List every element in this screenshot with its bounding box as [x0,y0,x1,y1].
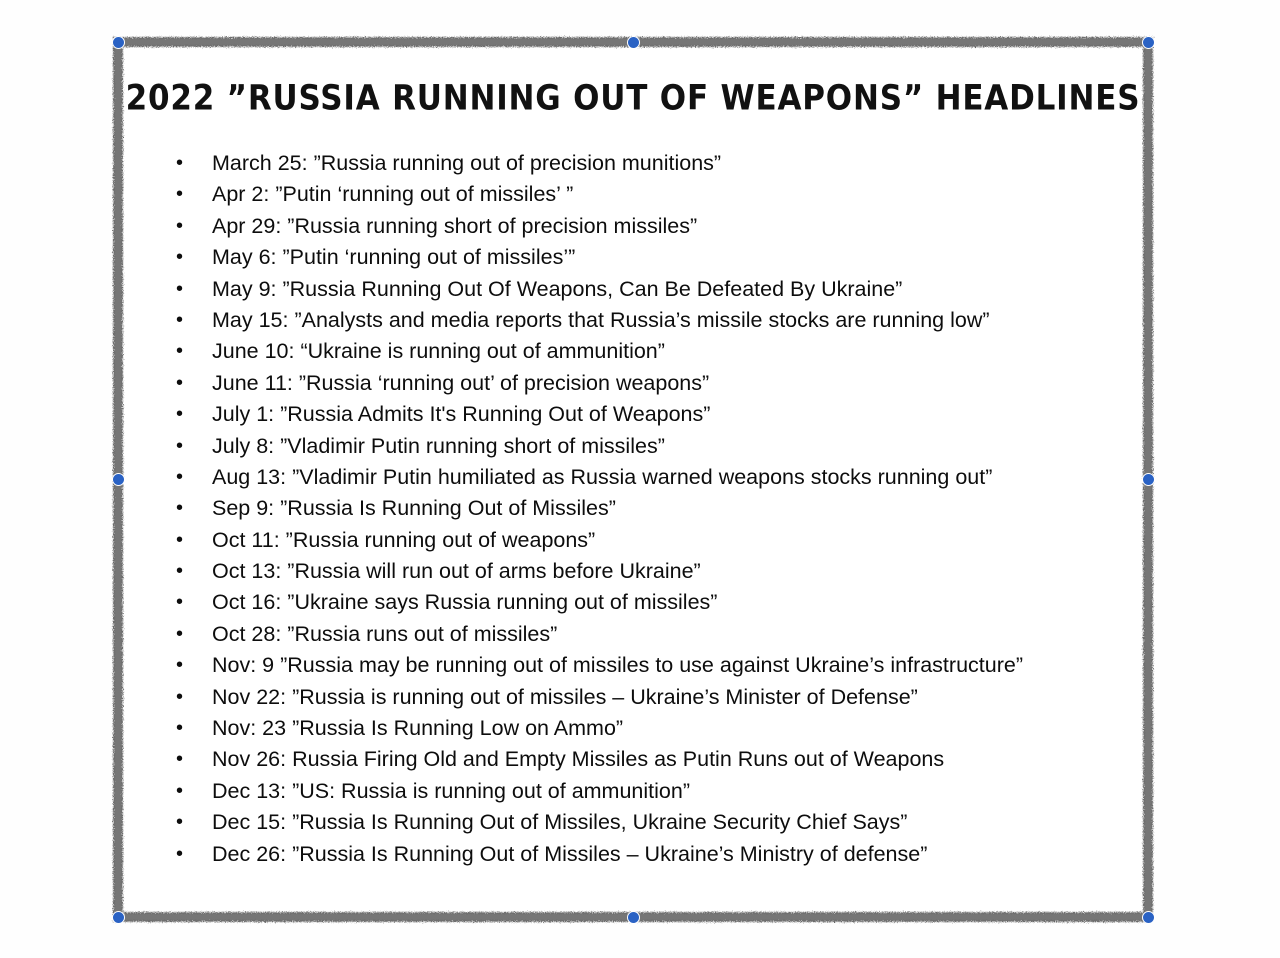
headline-list [162,148,1140,870]
list-item [162,650,1140,681]
bullet-icon: • [176,622,184,645]
headline-text: July 1: ”Russia Admits It's Running Out of Weapons” [212,402,711,427]
list-item [162,399,1140,430]
bullet-icon: • [176,371,184,394]
bullet-icon: • [176,591,184,614]
list-item [162,525,1140,556]
headline-text: Aug 13: ”Vladimir Putin humiliated as Russia warned weapons stocks running out” [212,464,993,489]
handle-middle-left[interactable] [112,473,125,486]
list-item [162,305,1140,336]
bullet-icon: • [176,308,184,331]
handle-top-right[interactable] [1142,36,1155,49]
bullet-icon: • [176,654,184,677]
headline-text: Oct 16: ”Ukraine says Russia running out of missiles” [212,590,718,615]
headline-text: June 10: “Ukraine is running out of ammunition” [212,339,665,364]
list-item [162,776,1140,807]
bullet-icon: • [176,214,184,237]
bullet-icon: • [176,403,184,426]
headline-text: Sep 9: ”Russia Is Running Out of Missiles” [212,496,616,521]
headline-text: Nov: 9 ”Russia may be running out of missiles to use against Ukraine’s infrastructure” [212,653,1023,678]
headline-text: Oct 28: ”Russia runs out of missiles” [212,621,558,646]
headline-text: May 9: ”Russia Running Out Of Weapons, Can Be Defeated By Ukraine” [212,276,903,301]
handle-bottom-right[interactable] [1142,911,1155,924]
list-item [162,682,1140,713]
headline-text: Dec 15: ”Russia Is Running Out of Missiles, Ukraine Security Chief Says” [212,810,908,835]
headline-text: Nov 22: ”Russia is running out of missiles – Ukraine’s Minister of Defense” [212,684,918,709]
bullet-icon: • [176,685,184,708]
list-item [162,462,1140,493]
bullet-icon: • [176,560,184,583]
bullet-icon: • [176,340,184,363]
bullet-icon: • [176,434,184,457]
list-item [162,713,1140,744]
handle-top-center[interactable] [627,36,640,49]
headline-text: July 8: ”Vladimir Putin running short of missiles” [212,433,665,458]
list-item [162,211,1140,242]
headline-text: May 6: ”Putin ‘running out of missiles’” [212,245,576,270]
handle-top-left[interactable] [112,36,125,49]
headline-text: Oct 13: ”Russia will run out of arms before Ukraine” [212,559,701,584]
list-item [162,368,1140,399]
bullet-icon: • [176,183,184,206]
headline-text: March 25: ”Russia running out of precision munitions” [212,151,722,175]
bullet-icon: • [176,748,184,771]
bullet-icon: • [176,246,184,269]
handle-bottom-left[interactable] [112,911,125,924]
list-item [162,839,1140,870]
selected-text-frame[interactable] [118,42,1148,917]
bullet-icon: • [176,465,184,488]
bullet-icon: • [176,779,184,802]
list-item [162,242,1140,273]
headline-text: Dec 13: ”US: Russia is running out of ammunition” [212,778,690,803]
list-item [162,493,1140,524]
list-item [162,744,1140,775]
headline-text: Dec 26: ”Russia Is Running Out of Missiles – Ukraine’s Ministry of defense” [212,841,928,866]
bullet-icon: • [176,717,184,740]
headline-text: Nov: 23 ”Russia Is Running Low on Ammo” [212,716,624,741]
list-item [162,179,1140,210]
list-item [162,148,1140,179]
list-item [162,336,1140,367]
list-item [162,274,1140,305]
bullet-icon: • [176,811,184,834]
handle-bottom-center[interactable] [627,911,640,924]
headline-text: May 15: ”Analysts and media reports that Russia’s missile stocks are running low” [212,307,990,332]
headline-text: Apr 2: ”Putin ‘running out of missiles’ ” [212,182,574,207]
slide-title: 2022 ”RUSSIA RUNNING OUT OF WEAPONS” HEADLINES [125,78,1141,119]
list-item [162,587,1140,618]
list-item [162,619,1140,650]
headline-text: Nov 26: Russia Firing Old and Empty Missiles as Putin Runs out of Weapons [212,747,945,772]
headline-text: June 11: ”Russia ‘running out’ of precision weapons” [212,370,710,395]
handle-middle-right[interactable] [1142,473,1155,486]
bullet-icon: • [176,842,184,865]
list-item [162,556,1140,587]
bullet-icon: • [176,277,184,300]
headline-text: Oct 11: ”Russia running out of weapons” [212,527,596,552]
bullet-icon: • [176,497,184,520]
list-item [162,807,1140,838]
list-item [162,431,1140,462]
bullet-icon: • [176,152,184,174]
headline-text: Apr 29: ”Russia running short of precision missiles” [212,213,698,238]
bullet-icon: • [176,528,184,551]
